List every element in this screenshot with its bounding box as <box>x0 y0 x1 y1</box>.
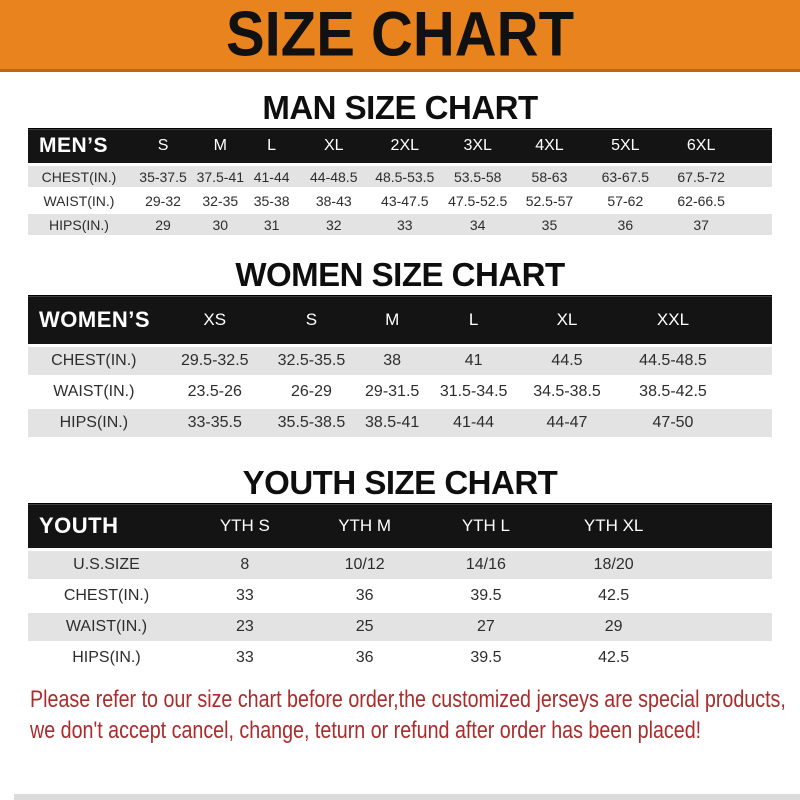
value-cell: 23 <box>185 612 305 643</box>
value-cell: 10/12 <box>305 550 425 581</box>
size-column-header: YTH XL <box>547 504 772 550</box>
size-column-header: XXL <box>618 296 772 346</box>
value-cell: 44.5-48.5 <box>618 346 772 377</box>
table-header-row <box>28 129 772 165</box>
table-header-row <box>28 504 772 550</box>
size-column-header: YTH L <box>425 504 548 550</box>
row-label-cell: U.S.SIZE <box>28 550 185 581</box>
value-cell: 34 <box>441 213 515 236</box>
value-cell: 37 <box>666 213 772 236</box>
size-column-header: 3XL <box>441 129 515 165</box>
men-size-table <box>28 128 772 235</box>
value-cell: 67.5-72 <box>666 165 772 189</box>
women-size-table <box>28 295 772 437</box>
value-cell: 43-47.5 <box>369 189 441 213</box>
value-cell: 36 <box>584 213 666 236</box>
value-cell: 35-37.5 <box>130 165 196 189</box>
value-cell: 48.5-53.5 <box>369 165 441 189</box>
value-cell: 58-63 <box>515 165 585 189</box>
value-cell: 63-67.5 <box>584 165 666 189</box>
value-cell: 29 <box>130 213 196 236</box>
value-cell: 44.5 <box>516 346 618 377</box>
value-cell: 32.5-35.5 <box>270 346 353 377</box>
value-cell: 33 <box>185 643 305 673</box>
value-cell: 47.5-52.5 <box>441 189 515 213</box>
value-cell: 42.5 <box>547 643 772 673</box>
size-column-header: YTH S <box>185 504 305 550</box>
size-column-header: 4XL <box>515 129 585 165</box>
table-row <box>28 612 772 643</box>
value-cell: 30 <box>196 213 244 236</box>
value-cell: 42.5 <box>547 581 772 612</box>
row-label-cell: CHEST(IN.) <box>28 165 130 189</box>
row-label-cell: WAIST(IN.) <box>28 189 130 213</box>
table-row <box>28 189 772 213</box>
size-column-header: 5XL <box>584 129 666 165</box>
value-cell: 41-44 <box>244 165 298 189</box>
table-title-cell: WOMEN’S <box>28 296 160 346</box>
row-label-cell: CHEST(IN.) <box>28 346 160 377</box>
row-label-cell: HIPS(IN.) <box>28 213 130 236</box>
table-row <box>28 581 772 612</box>
size-column-header: M <box>353 296 431 346</box>
value-cell: 44-47 <box>516 408 618 438</box>
value-cell: 38.5-41 <box>353 408 431 438</box>
order-notice-text <box>30 684 786 746</box>
youth-size-chart-heading: YOUTH SIZE CHART <box>242 464 558 501</box>
youth-size-table <box>28 503 772 672</box>
table-row <box>28 377 772 408</box>
value-cell: 33 <box>185 581 305 612</box>
size-column-header: S <box>270 296 353 346</box>
men-size-chart-heading: MAN SIZE CHART <box>262 89 538 126</box>
value-cell: 57-62 <box>584 189 666 213</box>
value-cell: 35.5-38.5 <box>270 408 353 438</box>
value-cell: 36 <box>305 581 425 612</box>
banner <box>0 0 800 72</box>
value-cell: 18/20 <box>547 550 772 581</box>
value-cell: 32-35 <box>196 189 244 213</box>
value-cell: 38.5-42.5 <box>618 377 772 408</box>
value-cell: 29.5-32.5 <box>160 346 270 377</box>
value-cell: 33 <box>369 213 441 236</box>
size-column-header: 6XL <box>666 129 772 165</box>
table-row <box>28 643 772 673</box>
value-cell: 33-35.5 <box>160 408 270 438</box>
value-cell: 35 <box>515 213 585 236</box>
order-notice-line2: we don't accept cancel, change, teturn or refund after order has been placed! <box>30 717 702 744</box>
banner-title: SIZE CHART <box>226 0 574 70</box>
value-cell: 29-31.5 <box>353 377 431 408</box>
value-cell: 31 <box>244 213 298 236</box>
value-cell: 44-48.5 <box>299 165 369 189</box>
table-title-cell: YOUTH <box>28 504 185 550</box>
value-cell: 26-29 <box>270 377 353 408</box>
value-cell: 25 <box>305 612 425 643</box>
value-cell: 34.5-38.5 <box>516 377 618 408</box>
row-label-cell: HIPS(IN.) <box>28 643 185 673</box>
row-label-cell: WAIST(IN.) <box>28 612 185 643</box>
size-column-header: XL <box>516 296 618 346</box>
women-size-chart-heading: WOMEN SIZE CHART <box>235 256 565 293</box>
value-cell: 37.5-41 <box>196 165 244 189</box>
value-cell: 53.5-58 <box>441 165 515 189</box>
table-row <box>28 346 772 377</box>
size-column-header: L <box>431 296 516 346</box>
table-row <box>28 165 772 189</box>
value-cell: 8 <box>185 550 305 581</box>
order-notice-line1: Please refer to our size chart before order,the customized jerseys are special products, <box>30 686 786 713</box>
value-cell: 32 <box>299 213 369 236</box>
table-row <box>28 550 772 581</box>
value-cell: 41-44 <box>431 408 516 438</box>
value-cell: 38 <box>353 346 431 377</box>
value-cell: 62-66.5 <box>666 189 772 213</box>
value-cell: 31.5-34.5 <box>431 377 516 408</box>
bottom-divider-strip <box>14 794 800 800</box>
row-label-cell: HIPS(IN.) <box>28 408 160 438</box>
table-row <box>28 213 772 236</box>
value-cell: 14/16 <box>425 550 548 581</box>
value-cell: 41 <box>431 346 516 377</box>
table-title-cell: MEN’S <box>28 129 130 165</box>
size-column-header: 2XL <box>369 129 441 165</box>
value-cell: 29 <box>547 612 772 643</box>
row-label-cell: CHEST(IN.) <box>28 581 185 612</box>
value-cell: 29-32 <box>130 189 196 213</box>
value-cell: 36 <box>305 643 425 673</box>
value-cell: 38-43 <box>299 189 369 213</box>
value-cell: 52.5-57 <box>515 189 585 213</box>
value-cell: 47-50 <box>618 408 772 438</box>
table-row <box>28 408 772 438</box>
size-column-header: XS <box>160 296 270 346</box>
value-cell: 35-38 <box>244 189 298 213</box>
row-label-cell: WAIST(IN.) <box>28 377 160 408</box>
size-column-header: XL <box>299 129 369 165</box>
value-cell: 27 <box>425 612 548 643</box>
value-cell: 39.5 <box>425 581 548 612</box>
value-cell: 23.5-26 <box>160 377 270 408</box>
size-column-header: L <box>244 129 298 165</box>
value-cell: 39.5 <box>425 643 548 673</box>
size-column-header: M <box>196 129 244 165</box>
size-column-header: S <box>130 129 196 165</box>
table-header-row <box>28 296 772 346</box>
size-column-header: YTH M <box>305 504 425 550</box>
